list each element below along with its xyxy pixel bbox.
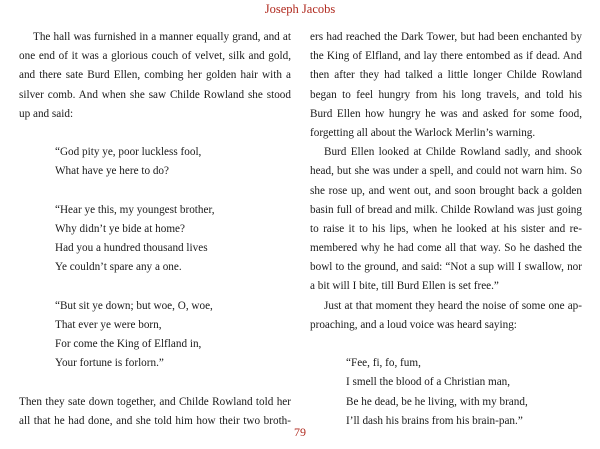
verse-line: “Hear ye this, my youngest brother, <box>55 203 215 216</box>
text-line: she rose up, and went out, and soon brought back a golden <box>310 184 582 197</box>
text-line: Then they sate down together, and Childe Rowland told her <box>19 395 291 408</box>
text-line: basin full of bread and milk. Childe Rowland was just going <box>310 203 582 216</box>
text-line: and there sate Burd Ellen, combing her golden hair with a <box>19 69 291 82</box>
text-line: a bit will I bite, till Burd Ellen is set free.” <box>310 280 499 293</box>
verse-line: That ever ye were born, <box>55 318 162 331</box>
verse-line: For come the King of Elfland in, <box>55 338 202 350</box>
text-line: Burd Ellen looked at Childe Rowland sadly, and shook <box>324 146 582 159</box>
text-line: Just at that moment they heard the noise of some one ap- <box>324 299 582 312</box>
text-line: silver comb. And when she saw Childe Rowland she stood <box>19 88 291 101</box>
verse-line: I’ll dash his brains from his brain-pan.” <box>346 414 523 427</box>
text-line: one end of it was a glorious couch of velvet, silk and gold, <box>19 50 291 63</box>
verse-line: What have ye here to do? <box>55 165 169 178</box>
text-line: then after they had talked a little longer Childe Rowland <box>310 69 582 82</box>
page-number: 79 <box>294 425 306 439</box>
verse-line: “God pity ye, poor luckless fool, <box>55 146 202 159</box>
text-line: up and said: <box>19 107 74 120</box>
text-line: the King of Elfland, and lay there entombed as if dead. And <box>310 50 582 63</box>
text-line: to raise it to his lips, when he looked at his sister and re- <box>310 222 582 235</box>
verse-line: Your fortune is forlorn.” <box>55 357 164 370</box>
verse-line: “Fee, fi, fo, fum, <box>346 357 421 370</box>
text-line: head, but she was under a spell, and could not warn him. So <box>310 165 582 178</box>
text-line: began to feel hungry from his long travels, and told his <box>310 88 582 101</box>
left-column <box>19 28 291 431</box>
text-line: bowl to the ground, and said: “Not a sup will I swallow, nor <box>310 261 582 274</box>
verse-line: “But sit ye down; but woe, O, woe, <box>55 299 213 312</box>
text-line: ers had reached the Dark Tower, but had been enchanted by <box>310 31 582 43</box>
right-column <box>310 28 582 431</box>
running-head: Joseph Jacobs <box>264 2 336 16</box>
verse-line: Be he dead, be he living, with my brand, <box>346 395 528 408</box>
verse-line: Had you a hundred thousand lives <box>55 242 208 255</box>
text-line: all that he had done, and she told him how their two broth- <box>19 414 291 427</box>
verse-line: Why didn’t ye bide at home? <box>55 222 185 235</box>
verse-line: I smell the blood of a Christian man, <box>346 376 511 389</box>
verse-line: Ye couldn’t spare any a one. <box>55 261 182 274</box>
text-line: proaching, and a loud voice was heard saying: <box>310 318 517 331</box>
text-line: forgetting all about the Warlock Merlin’s warning. <box>310 126 536 139</box>
text-line: membered why he had come all that way. So he dashed the <box>310 242 582 255</box>
text-line: Burd Ellen how hungry he was and asked for some food, <box>310 107 582 120</box>
text-line: The hall was furnished in a manner equally grand, and at <box>33 31 291 43</box>
